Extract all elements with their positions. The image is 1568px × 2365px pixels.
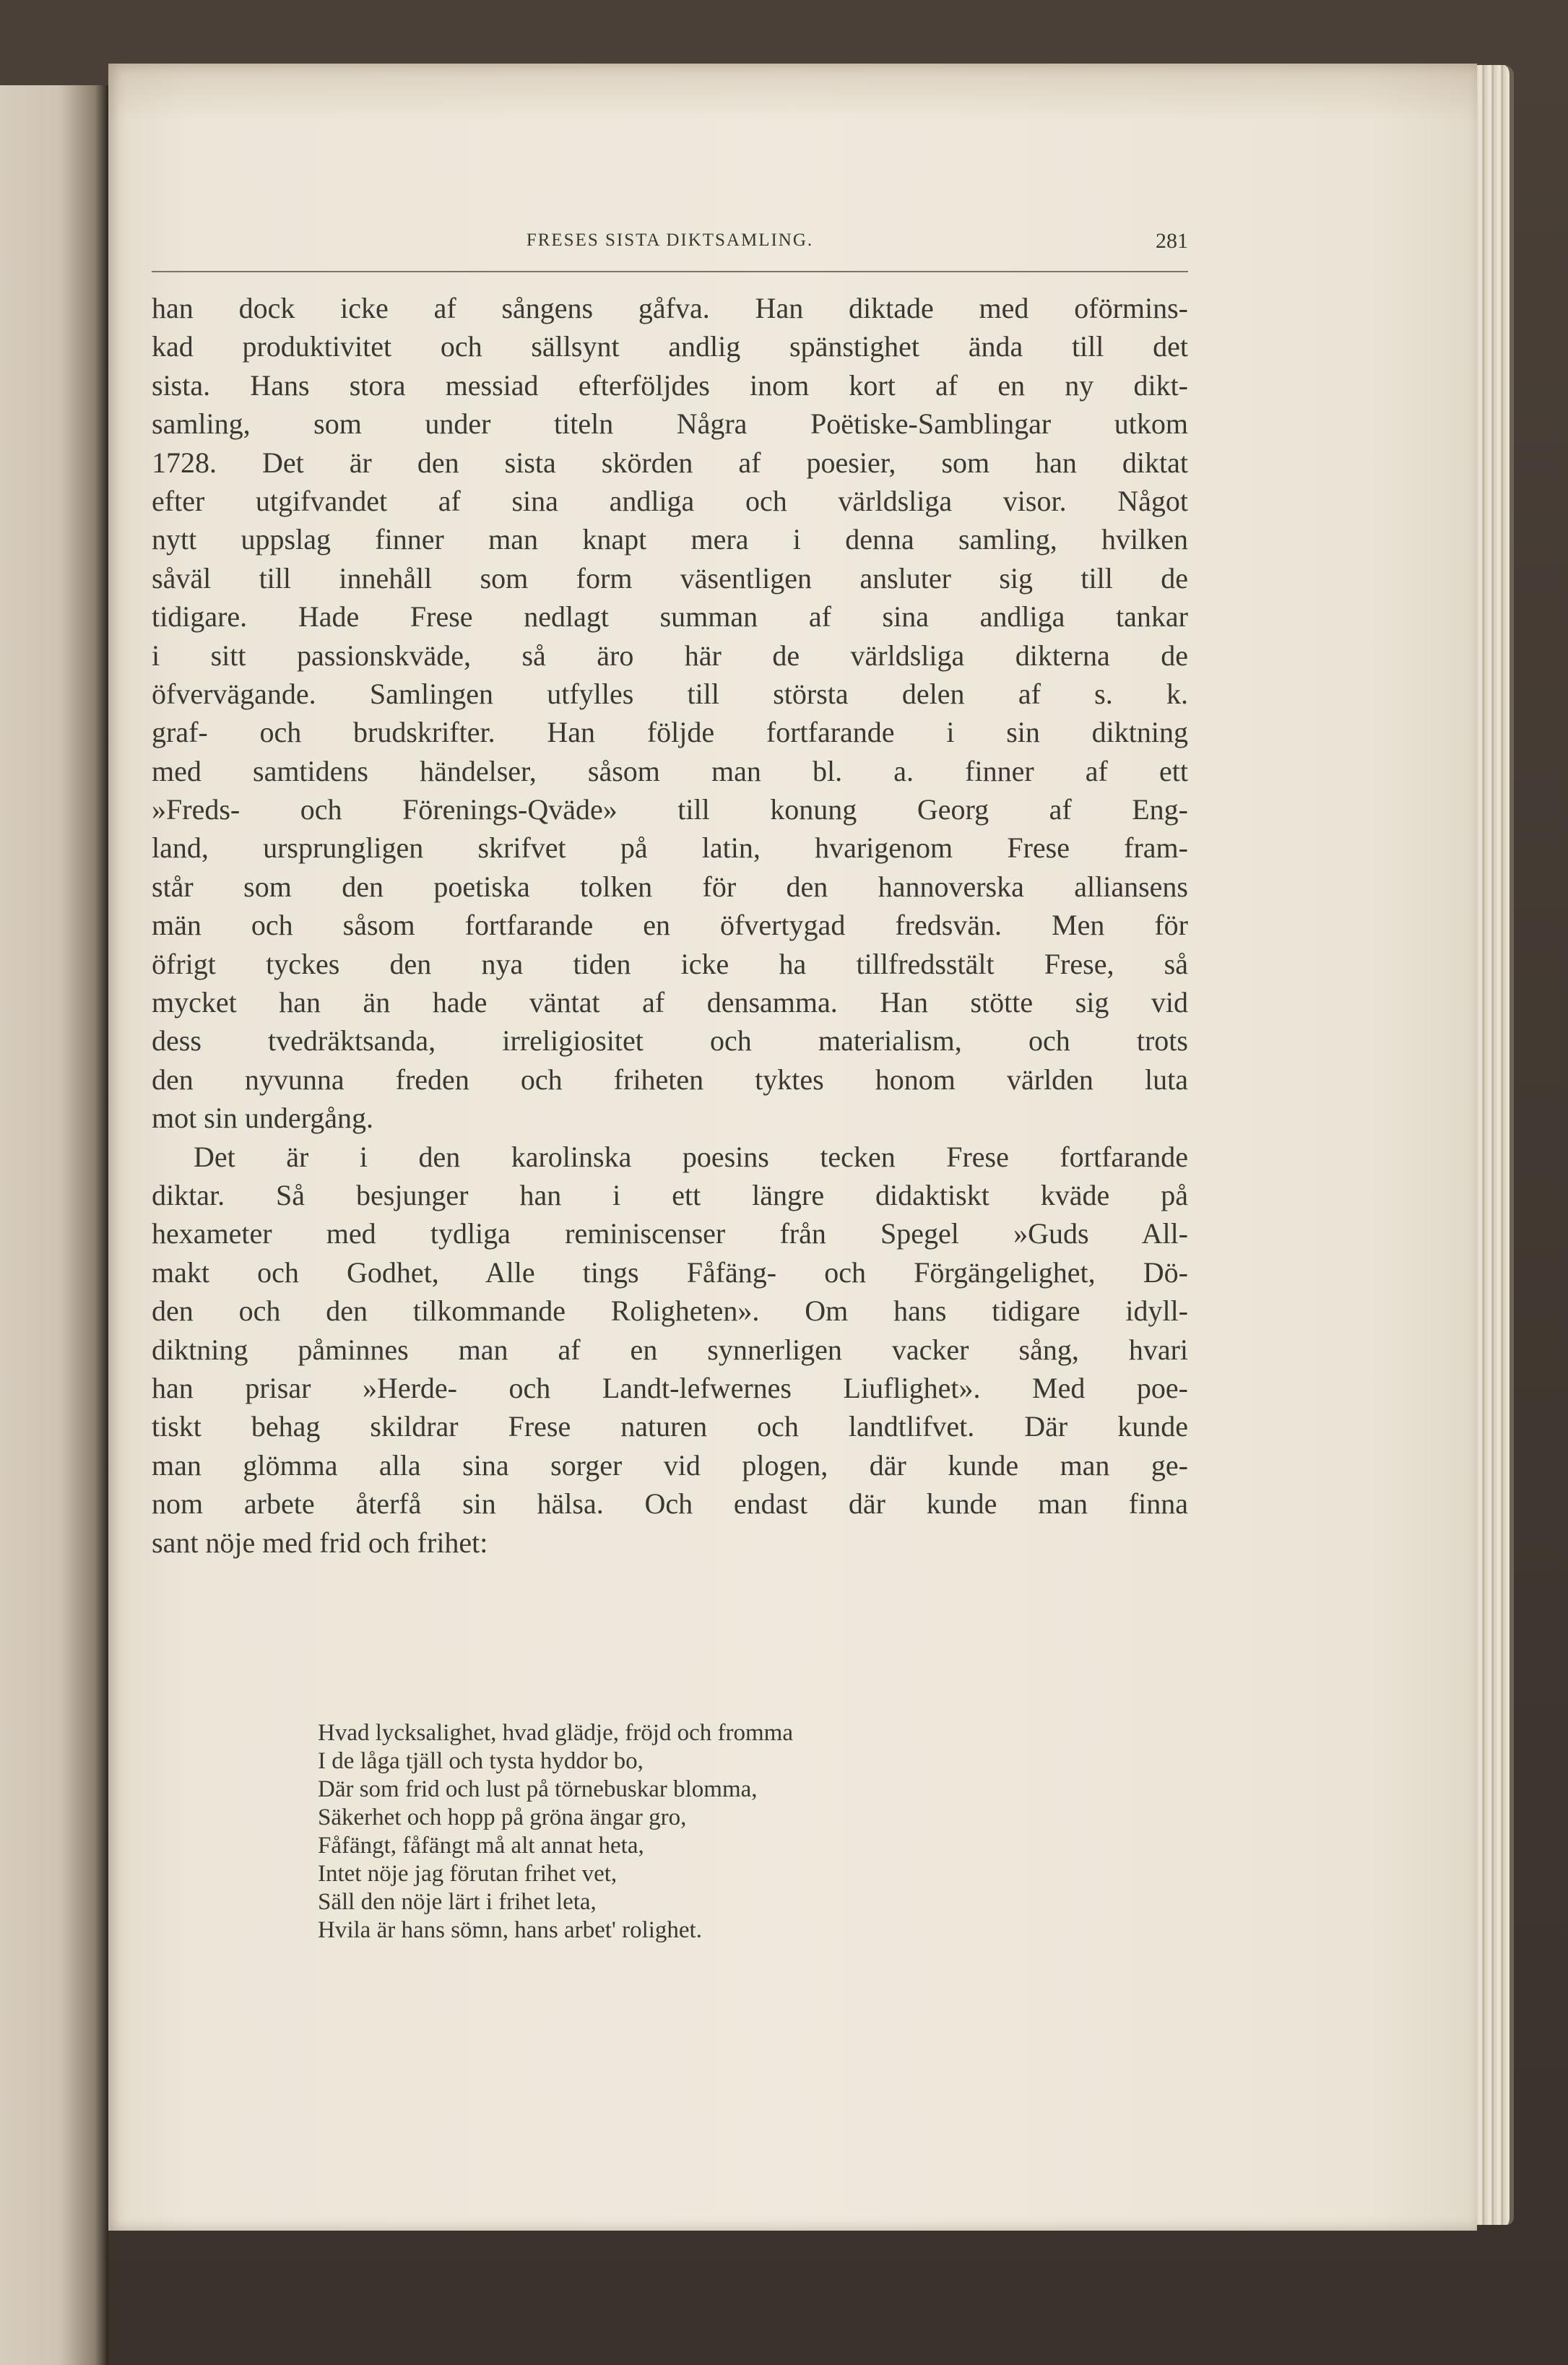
body-paragraphs [152,289,1188,1562]
text-line: sant nöje med frid och frihet: [152,1526,488,1559]
text-line: nytt uppslag finner man knapt mera i denna samling, hvilken [152,523,1188,556]
page-number: 281 [1156,229,1188,253]
text-line: den och den tilkommande Roligheten». Om hans tidigare idyll- [152,1294,1188,1328]
facing-page-edge [0,85,108,2365]
text-line: mot sin undergång. [152,1102,374,1135]
poem-line: Intet nöje jag förutan frihet vet, [318,1861,618,1887]
text-line: efter utgifvandet af sina andliga och världsliga visor. Något [152,484,1188,517]
text-line: tiskt behag skildrar Frese naturen och landtlifvet. Där kunde [152,1410,1188,1443]
text-line: man glömma alla sina sorger vid plogen, där kunde man ge- [152,1448,1188,1482]
text-line: med samtidens händelser, såsom man bl. a. finner af ett [152,754,1188,787]
text-line: i sitt passionskväde, så äro här de världsliga dikterna de [152,639,1188,672]
text-line: han dock icke af sångens gåfva. Han diktade med oförmins- [152,292,1188,324]
text-line: nom arbete återfå sin hälsa. Och endast där kunde man finna [152,1487,1188,1521]
poem-line: Säkerhet och hopp på gröna ängar gro, [318,1804,687,1830]
text-line: kad produktivitet och sällsynt andlig spänstighet ända till det [152,330,1188,363]
text-line: mycket han än hade väntat af densamma. Han stötte sig vid [152,986,1188,1019]
poem-line: Säll den nöje lärt i frihet leta, [318,1889,597,1915]
text-line: samling, som under titeln Några Poëtiske-Samblingar utkom [152,407,1188,441]
text-line: diktar. Så besjunger han i ett längre didaktiskt kväde på [152,1178,1188,1211]
text-line: såväl till innehåll som form väsentligen ansluter sig till de [152,561,1188,595]
poem-line: I de låga tjäll och tysta hyddor bo, [318,1748,644,1774]
text-line: den nyvunna freden och friheten tyktes honom världen luta [152,1063,1188,1096]
text-line: land, ursprungligen skrifvet på latin, hvarigenom Frese fram- [152,831,1188,865]
running-head-title: FRESES SISTA DIKTSAMLING. [526,230,814,250]
text-line: hexameter med tydliga reminiscenser från Spegel »Guds All- [152,1217,1188,1250]
text-line: makt och Godhet, Alle tings Fåfäng- och Förgängelighet, Dö- [152,1255,1188,1289]
poem-line: Hvila är hans sömn, hans arbet' rolighet. [318,1917,702,1943]
text-line: öfvervägande. Samlingen utfylles till största delen af s. k. [152,677,1188,710]
poem-line: Hvad lycksalighet, hvad glädje, fröjd och fromma [318,1720,793,1746]
text-line: graf- och brudskrifter. Han följde fortfarande i sin diktning [152,716,1188,749]
poem-line: Där som frid och lust på törnebuskar blomma, [318,1776,758,1802]
text-line: han prisar »Herde- och Landt-lefwernes Liuflighet». Med poe- [152,1371,1188,1404]
text-line: tidigare. Hade Frese nedlagt summan af sina andliga tankar [152,600,1188,634]
text-line: dess tvedräktsanda, irreligiositet och materialism, och trots [152,1024,1188,1058]
running-head [152,228,1188,272]
text-line: Det är i den karolinska poesins tecken Frese fortfarande [194,1140,1188,1173]
poem-line: Fåfängt, fåfängt må alt annat heta, [318,1833,644,1859]
text-line: 1728. Det är den sista skörden af poesier, som han diktat [152,446,1188,479]
text-line: står som den poetiska tolken för den hannoverska alliansens [152,870,1188,903]
poem-stanza [318,1719,1026,1945]
text-line: män och såsom fortfarande en öfvertygad fredsvän. Men för [152,909,1188,942]
text-line: sista. Hans stora messiad efterföljdes inom kort af en ny dikt- [152,368,1188,402]
text-line: »Freds- och Förenings-Qväde» till konung Georg af Eng- [152,793,1188,826]
text-line: diktning påminnes man af en synnerligen vacker sång, hvari [152,1333,1188,1366]
text-line: öfrigt tyckes den nya tiden icke ha tillfredsstält Frese, så [152,947,1188,980]
